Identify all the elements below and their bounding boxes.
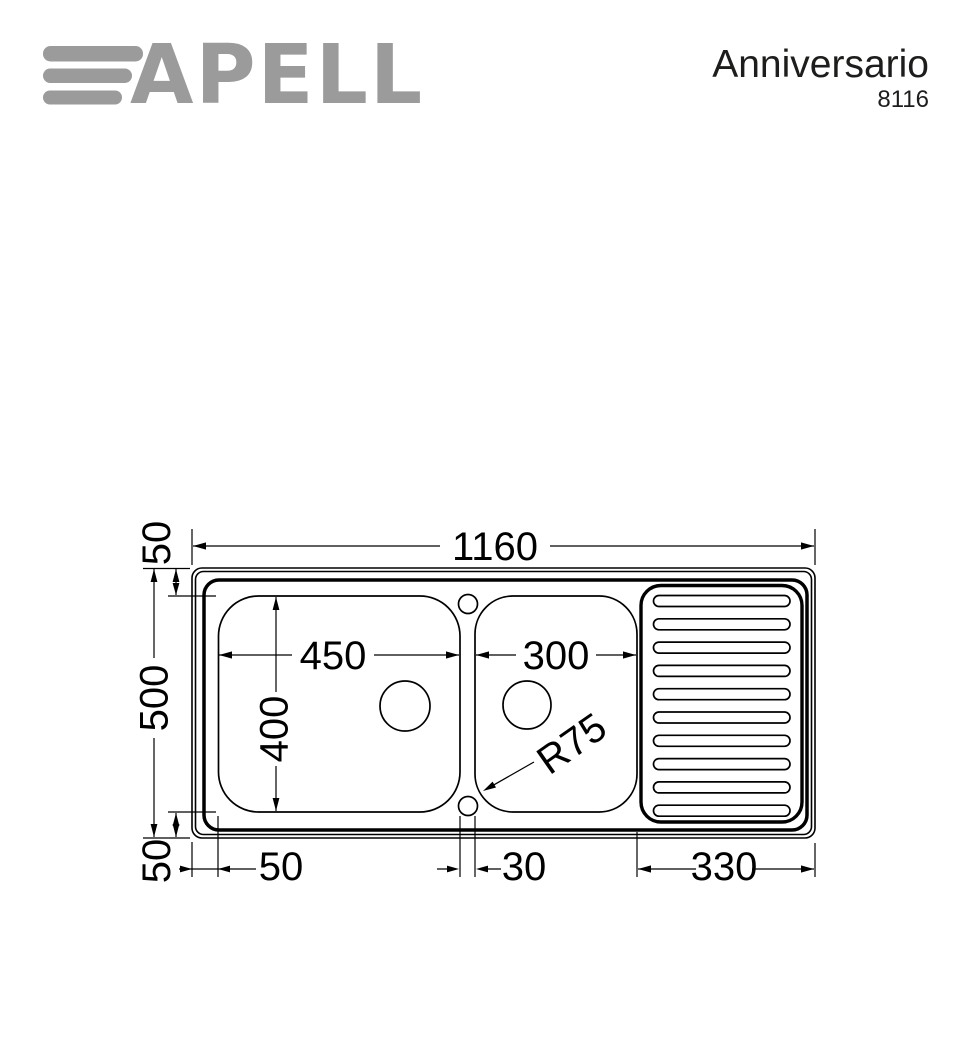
model-number: 8116 <box>877 86 929 113</box>
drainer-rib <box>654 642 791 653</box>
dim-lines <box>179 816 256 877</box>
drainer <box>641 586 802 823</box>
dim-rim-offset-bottom-label: 50 <box>135 838 179 884</box>
dim-corner-radius-label: R75 <box>529 704 615 784</box>
arrowhead <box>483 782 496 791</box>
arrowhead <box>447 866 459 873</box>
arrowhead <box>476 651 489 658</box>
arrowhead <box>173 824 180 837</box>
dim-bowl-gap <box>437 816 546 889</box>
tap-hole-bottom <box>459 797 478 816</box>
drainer-rib <box>654 596 791 607</box>
product-title: Anniversario <box>712 43 929 86</box>
logo-bar-top <box>43 46 143 62</box>
dim-left-bowl-depth-label: 400 <box>252 695 297 763</box>
arrowhead <box>193 542 206 549</box>
title-block <box>712 43 929 113</box>
dim-drainer-width-label: 330 <box>690 845 758 889</box>
arrowhead <box>151 569 158 582</box>
dim-overall-width <box>192 525 815 569</box>
dim-drainer-width <box>637 832 815 889</box>
logo-bar-bottom <box>43 91 122 105</box>
dim-bowl-offset-left <box>179 816 303 889</box>
dim-bowl-offset-left-label: 50 <box>258 845 304 889</box>
drainer-rib <box>654 712 791 723</box>
drainer-rib <box>654 689 791 700</box>
right-drain-hole <box>503 681 551 729</box>
arrowhead <box>476 866 488 873</box>
drainer-rib <box>654 619 791 630</box>
dim-right-bowl-width <box>476 634 636 678</box>
drainer-panel <box>641 586 802 823</box>
arrowhead <box>173 583 180 595</box>
arrowhead <box>151 824 158 837</box>
dim-rim-offset-top-label: 50 <box>135 520 179 566</box>
arrowhead <box>801 542 814 549</box>
arrowhead <box>173 569 180 582</box>
dim-rim-offset-bottom <box>135 812 216 883</box>
arrowhead <box>219 651 232 658</box>
arrowhead <box>180 866 192 873</box>
logo-bar-middle <box>43 69 132 84</box>
dim-lines <box>437 816 501 877</box>
dim-left-bowl-width-label: 450 <box>299 634 367 678</box>
dim-left-bowl-depth <box>253 597 297 811</box>
dim-bowl-gap-label: 30 <box>501 845 547 889</box>
dim-rim-offset-top <box>135 521 216 596</box>
drainer-rib <box>654 735 791 746</box>
leader-line <box>494 762 534 785</box>
arrowhead <box>801 865 814 872</box>
logo-text: APELL <box>130 28 425 123</box>
arrowhead <box>218 866 230 873</box>
dim-overall-depth-label: 500 <box>132 664 177 732</box>
tap-hole-top <box>459 595 478 614</box>
arrowhead <box>273 597 280 610</box>
arrowhead <box>446 651 459 658</box>
drainer-rib <box>654 805 791 816</box>
apell-logo <box>43 28 424 123</box>
dim-overall-width-label: 1160 <box>451 525 539 569</box>
dim-overall-depth <box>133 569 191 839</box>
arrowhead <box>623 651 636 658</box>
dim-left-bowl-width <box>219 634 459 678</box>
drainer-rib <box>654 782 791 793</box>
dim-right-bowl-width-label: 300 <box>522 634 590 678</box>
drainer-rib <box>654 759 791 770</box>
arrowhead <box>273 798 280 811</box>
drainer-rib <box>654 665 791 676</box>
dim-corner-radius <box>483 705 615 791</box>
arrowhead <box>638 865 651 872</box>
left-drain-hole <box>380 681 430 731</box>
